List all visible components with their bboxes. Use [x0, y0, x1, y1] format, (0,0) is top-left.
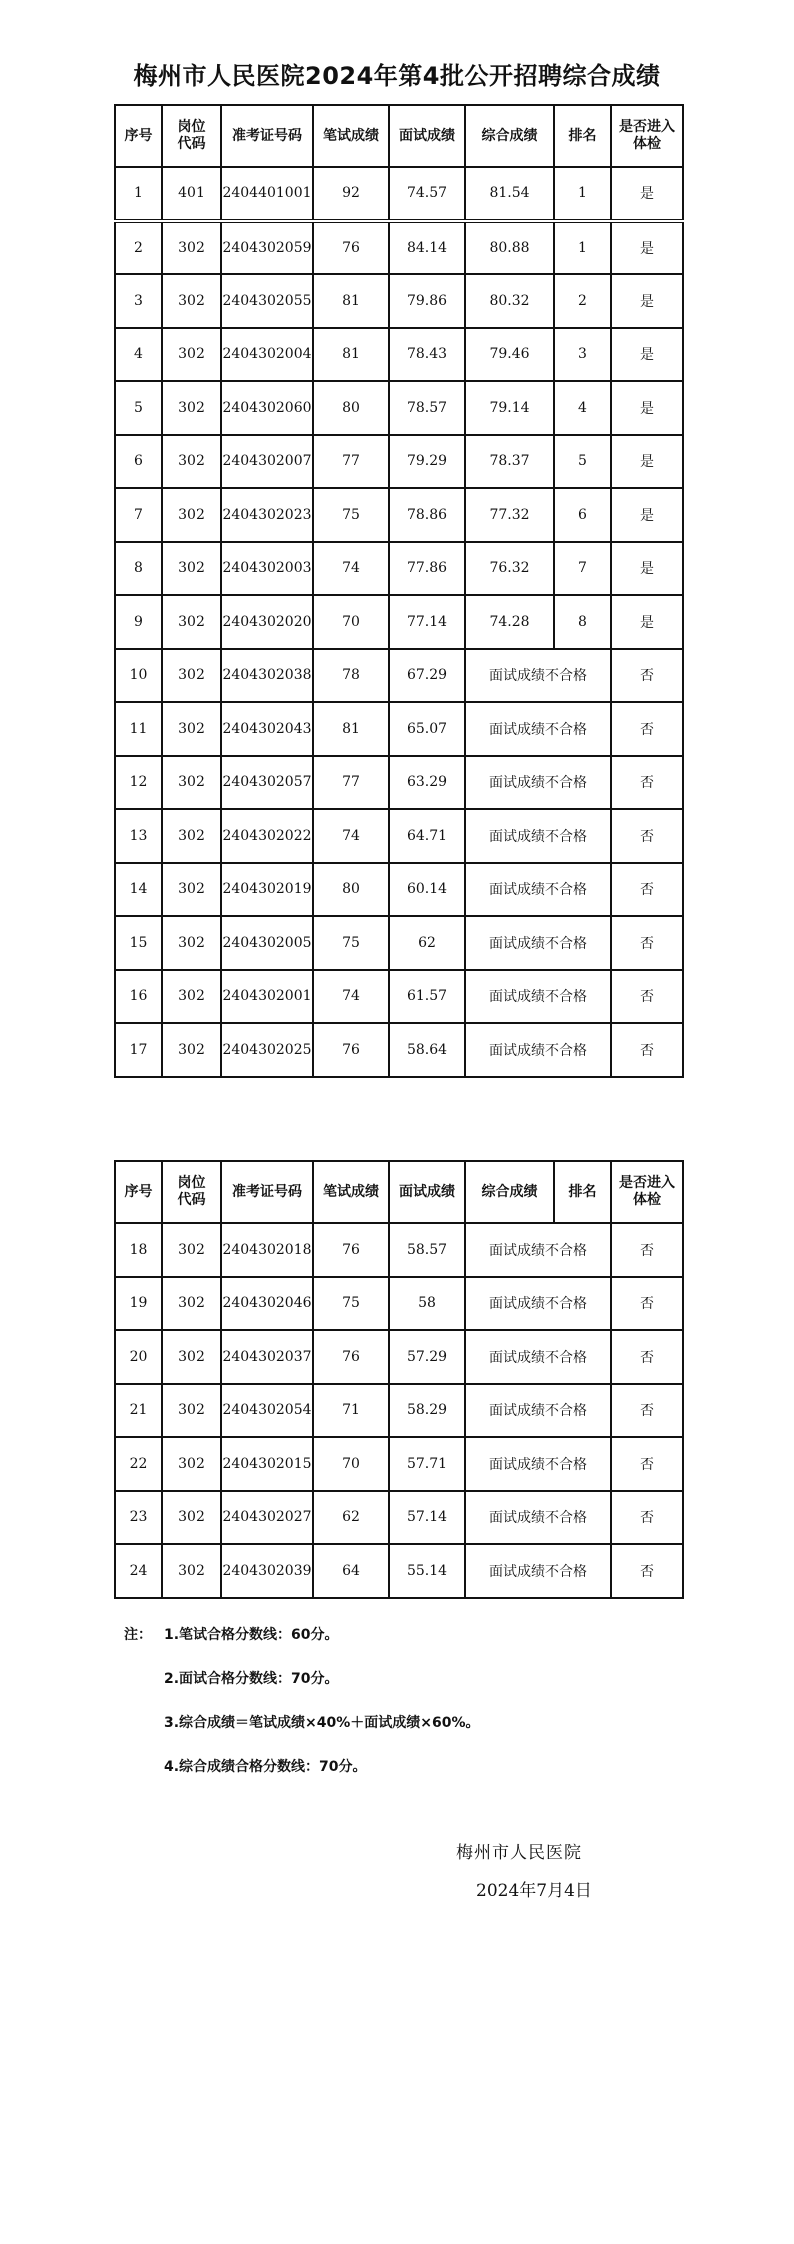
cell-exam: 否 — [611, 1384, 683, 1438]
table-row — [115, 595, 683, 649]
cell-ticket: 2404302023 — [221, 488, 313, 542]
table-row — [115, 542, 683, 596]
cell-written: 77 — [313, 435, 389, 489]
cell-written: 75 — [313, 488, 389, 542]
cell-seq: 9 — [115, 595, 162, 649]
cell-ticket: 2404302043 — [221, 702, 313, 756]
cell-written: 71 — [313, 1384, 389, 1438]
cell-exam: 否 — [611, 649, 683, 703]
table-row — [115, 1330, 683, 1384]
cell-seq: 1 — [115, 167, 162, 221]
cell-fail-note: 面试成绩不合格 — [465, 1023, 611, 1077]
cell-post: 302 — [162, 970, 221, 1024]
cell-ticket: 2404302019 — [221, 863, 313, 917]
cell-ticket: 2404302046 — [221, 1277, 313, 1331]
cell-written: 76 — [313, 1330, 389, 1384]
cell-rank: 7 — [554, 542, 611, 596]
cell-fail-note: 面试成绩不合格 — [465, 1223, 611, 1277]
cell-total: 76.32 — [465, 542, 554, 596]
header-interview: 面试成绩 — [389, 105, 465, 167]
cell-post: 302 — [162, 1544, 221, 1598]
cell-post: 302 — [162, 595, 221, 649]
table-header-row — [115, 105, 683, 167]
cell-interview: 77.14 — [389, 595, 465, 649]
cell-total: 74.28 — [465, 595, 554, 649]
cell-post: 302 — [162, 435, 221, 489]
cell-written: 76 — [313, 1223, 389, 1277]
cell-written: 75 — [313, 1277, 389, 1331]
cell-exam: 否 — [611, 1544, 683, 1598]
note-item: 4.综合成绩合格分数线：70分。 — [164, 1759, 367, 1775]
cell-seq: 11 — [115, 702, 162, 756]
table-row — [115, 809, 683, 863]
cell-interview: 77.86 — [389, 542, 465, 596]
cell-seq: 12 — [115, 756, 162, 810]
cell-ticket: 2404302007 — [221, 435, 313, 489]
cell-written: 92 — [313, 167, 389, 221]
cell-ticket: 2404302015 — [221, 1437, 313, 1491]
cell-post: 302 — [162, 1223, 221, 1277]
cell-interview: 84.14 — [389, 221, 465, 275]
cell-rank: 6 — [554, 488, 611, 542]
cell-written: 80 — [313, 863, 389, 917]
table-header-row — [115, 1161, 683, 1223]
cell-post: 401 — [162, 167, 221, 221]
header-rank: 排名 — [554, 1161, 611, 1223]
table-row — [115, 863, 683, 917]
cell-interview: 79.86 — [389, 274, 465, 328]
cell-exam: 否 — [611, 1437, 683, 1491]
table-row — [115, 1223, 683, 1277]
cell-fail-note: 面试成绩不合格 — [465, 1544, 611, 1598]
cell-interview: 78.86 — [389, 488, 465, 542]
cell-post: 302 — [162, 328, 221, 382]
cell-seq: 15 — [115, 916, 162, 970]
cell-post: 302 — [162, 1384, 221, 1438]
cell-fail-note: 面试成绩不合格 — [465, 863, 611, 917]
table-row — [115, 1437, 683, 1491]
header-ticket: 准考证号码 — [221, 1161, 313, 1223]
cell-exam: 否 — [611, 1277, 683, 1331]
cell-exam: 否 — [611, 1330, 683, 1384]
header-post: 岗位 代码 — [162, 1161, 221, 1223]
cell-interview: 65.07 — [389, 702, 465, 756]
cell-interview: 61.57 — [389, 970, 465, 1024]
cell-exam: 是 — [611, 328, 683, 382]
cell-written: 81 — [313, 702, 389, 756]
cell-exam: 否 — [611, 1023, 683, 1077]
cell-written: 80 — [313, 381, 389, 435]
cell-ticket: 2404302005 — [221, 916, 313, 970]
cell-seq: 16 — [115, 970, 162, 1024]
cell-seq: 20 — [115, 1330, 162, 1384]
cell-ticket: 2404302055 — [221, 274, 313, 328]
cell-seq: 10 — [115, 649, 162, 703]
cell-fail-note: 面试成绩不合格 — [465, 809, 611, 863]
cell-rank: 5 — [554, 435, 611, 489]
cell-exam: 否 — [611, 1491, 683, 1545]
cell-fail-note: 面试成绩不合格 — [465, 970, 611, 1024]
note-item: 3.综合成绩＝笔试成绩×40%＋面试成绩×60%。 — [164, 1715, 480, 1731]
cell-written: 74 — [313, 809, 389, 863]
cell-post: 302 — [162, 1330, 221, 1384]
cell-post: 302 — [162, 756, 221, 810]
notes-prefix: 注： — [124, 1627, 152, 1643]
header-post: 岗位 代码 — [162, 105, 221, 167]
cell-exam: 是 — [611, 435, 683, 489]
cell-fail-note: 面试成绩不合格 — [465, 1330, 611, 1384]
signature-org: 梅州市人民医院 — [456, 1843, 582, 1863]
cell-ticket: 2404401001 — [221, 167, 313, 221]
table-row — [115, 970, 683, 1024]
cell-ticket: 2404302059 — [221, 221, 313, 275]
cell-ticket: 2404302027 — [221, 1491, 313, 1545]
cell-exam: 否 — [611, 863, 683, 917]
header-rank: 排名 — [554, 105, 611, 167]
cell-exam: 是 — [611, 167, 683, 221]
cell-ticket: 2404302003 — [221, 542, 313, 596]
page-title: 梅州市人民医院2024年第4批公开招聘综合成绩 — [133, 62, 661, 90]
cell-seq: 3 — [115, 274, 162, 328]
cell-seq: 24 — [115, 1544, 162, 1598]
header-ticket: 准考证号码 — [221, 105, 313, 167]
cell-total: 81.54 — [465, 167, 554, 221]
cell-interview: 58.29 — [389, 1384, 465, 1438]
table-row — [115, 702, 683, 756]
cell-exam: 是 — [611, 542, 683, 596]
cell-interview: 78.43 — [389, 328, 465, 382]
cell-ticket: 2404302004 — [221, 328, 313, 382]
cell-interview: 67.29 — [389, 649, 465, 703]
cell-exam: 是 — [611, 274, 683, 328]
cell-interview: 78.57 — [389, 381, 465, 435]
cell-written: 70 — [313, 595, 389, 649]
cell-written: 77 — [313, 756, 389, 810]
cell-interview: 58.64 — [389, 1023, 465, 1077]
table-row — [115, 381, 683, 435]
cell-seq: 23 — [115, 1491, 162, 1545]
table-row — [115, 1277, 683, 1331]
header-written: 笔试成绩 — [313, 1161, 389, 1223]
cell-total: 78.37 — [465, 435, 554, 489]
table-row — [115, 435, 683, 489]
table-row — [115, 1544, 683, 1598]
cell-exam: 否 — [611, 970, 683, 1024]
cell-interview: 79.29 — [389, 435, 465, 489]
cell-interview: 57.14 — [389, 1491, 465, 1545]
cell-ticket: 2404302025 — [221, 1023, 313, 1077]
cell-post: 302 — [162, 1277, 221, 1331]
cell-ticket: 2404302060 — [221, 381, 313, 435]
cell-seq: 2 — [115, 221, 162, 275]
cell-post: 302 — [162, 274, 221, 328]
cell-exam: 否 — [611, 756, 683, 810]
cell-fail-note: 面试成绩不合格 — [465, 1437, 611, 1491]
cell-rank: 2 — [554, 274, 611, 328]
cell-ticket: 2404302001 — [221, 970, 313, 1024]
cell-interview: 57.71 — [389, 1437, 465, 1491]
table-row — [115, 274, 683, 328]
cell-rank: 1 — [554, 167, 611, 221]
cell-rank: 1 — [554, 221, 611, 275]
cell-fail-note: 面试成绩不合格 — [465, 649, 611, 703]
cell-ticket: 2404302054 — [221, 1384, 313, 1438]
note-item: 2.面试合格分数线：70分。 — [164, 1671, 339, 1687]
cell-exam: 是 — [611, 595, 683, 649]
cell-seq: 22 — [115, 1437, 162, 1491]
cell-exam: 否 — [611, 702, 683, 756]
cell-fail-note: 面试成绩不合格 — [465, 916, 611, 970]
signature-date: 2024年7月4日 — [476, 1881, 592, 1901]
cell-post: 302 — [162, 863, 221, 917]
cell-post: 302 — [162, 488, 221, 542]
table-row — [115, 916, 683, 970]
cell-total: 77.32 — [465, 488, 554, 542]
cell-post: 302 — [162, 1023, 221, 1077]
cell-seq: 19 — [115, 1277, 162, 1331]
cell-interview: 58.57 — [389, 1223, 465, 1277]
header-total: 综合成绩 — [465, 1161, 554, 1223]
cell-ticket: 2404302020 — [221, 595, 313, 649]
cell-interview: 63.29 — [389, 756, 465, 810]
cell-seq: 21 — [115, 1384, 162, 1438]
cell-fail-note: 面试成绩不合格 — [465, 1384, 611, 1438]
cell-ticket: 2404302018 — [221, 1223, 313, 1277]
cell-post: 302 — [162, 221, 221, 275]
cell-seq: 18 — [115, 1223, 162, 1277]
cell-ticket: 2404302039 — [221, 1544, 313, 1598]
cell-fail-note: 面试成绩不合格 — [465, 702, 611, 756]
table-row — [115, 167, 683, 221]
cell-fail-note: 面试成绩不合格 — [465, 1491, 611, 1545]
cell-post: 302 — [162, 916, 221, 970]
cell-ticket: 2404302057 — [221, 756, 313, 810]
table-row — [115, 649, 683, 703]
header-exam: 是否进入 体检 — [611, 105, 683, 167]
cell-post: 302 — [162, 542, 221, 596]
cell-total: 79.46 — [465, 328, 554, 382]
cell-seq: 8 — [115, 542, 162, 596]
cell-seq: 4 — [115, 328, 162, 382]
cell-written: 74 — [313, 542, 389, 596]
cell-seq: 17 — [115, 1023, 162, 1077]
header-interview: 面试成绩 — [389, 1161, 465, 1223]
cell-written: 78 — [313, 649, 389, 703]
cell-written: 76 — [313, 1023, 389, 1077]
cell-rank: 3 — [554, 328, 611, 382]
table-row — [115, 1491, 683, 1545]
cell-post: 302 — [162, 381, 221, 435]
cell-ticket: 2404302037 — [221, 1330, 313, 1384]
cell-written: 64 — [313, 1544, 389, 1598]
cell-interview: 57.29 — [389, 1330, 465, 1384]
header-seq: 序号 — [115, 1161, 162, 1223]
cell-total: 80.88 — [465, 221, 554, 275]
cell-exam: 否 — [611, 1223, 683, 1277]
cell-interview: 55.14 — [389, 1544, 465, 1598]
cell-interview: 62 — [389, 916, 465, 970]
table-row — [115, 328, 683, 382]
cell-post: 302 — [162, 649, 221, 703]
cell-seq: 13 — [115, 809, 162, 863]
note-item: 1.笔试合格分数线：60分。 — [164, 1627, 339, 1643]
cell-written: 62 — [313, 1491, 389, 1545]
cell-interview: 60.14 — [389, 863, 465, 917]
table-row — [115, 221, 683, 275]
cell-rank: 4 — [554, 381, 611, 435]
cell-interview: 58 — [389, 1277, 465, 1331]
cell-interview: 74.57 — [389, 167, 465, 221]
cell-post: 302 — [162, 702, 221, 756]
cell-written: 76 — [313, 221, 389, 275]
table-row — [115, 488, 683, 542]
cell-exam: 是 — [611, 381, 683, 435]
cell-fail-note: 面试成绩不合格 — [465, 756, 611, 810]
cell-seq: 5 — [115, 381, 162, 435]
table-row — [115, 756, 683, 810]
cell-total: 80.32 — [465, 274, 554, 328]
cell-post: 302 — [162, 1437, 221, 1491]
cell-exam: 否 — [611, 809, 683, 863]
cell-rank: 8 — [554, 595, 611, 649]
cell-exam: 是 — [611, 221, 683, 275]
cell-written: 81 — [313, 328, 389, 382]
cell-written: 75 — [313, 916, 389, 970]
cell-exam: 是 — [611, 488, 683, 542]
cell-written: 74 — [313, 970, 389, 1024]
header-total: 综合成绩 — [465, 105, 554, 167]
cell-seq: 6 — [115, 435, 162, 489]
cell-post: 302 — [162, 1491, 221, 1545]
cell-written: 70 — [313, 1437, 389, 1491]
cell-total: 79.14 — [465, 381, 554, 435]
cell-ticket: 2404302038 — [221, 649, 313, 703]
cell-post: 302 — [162, 809, 221, 863]
score-table-1 — [114, 104, 684, 1078]
header-exam: 是否进入 体检 — [611, 1161, 683, 1223]
cell-exam: 否 — [611, 916, 683, 970]
header-seq: 序号 — [115, 105, 162, 167]
score-table-2 — [114, 1160, 684, 1599]
cell-ticket: 2404302022 — [221, 809, 313, 863]
table-row — [115, 1023, 683, 1077]
cell-fail-note: 面试成绩不合格 — [465, 1277, 611, 1331]
cell-interview: 64.71 — [389, 809, 465, 863]
cell-seq: 14 — [115, 863, 162, 917]
cell-seq: 7 — [115, 488, 162, 542]
header-written: 笔试成绩 — [313, 105, 389, 167]
cell-written: 81 — [313, 274, 389, 328]
table-row — [115, 1384, 683, 1438]
